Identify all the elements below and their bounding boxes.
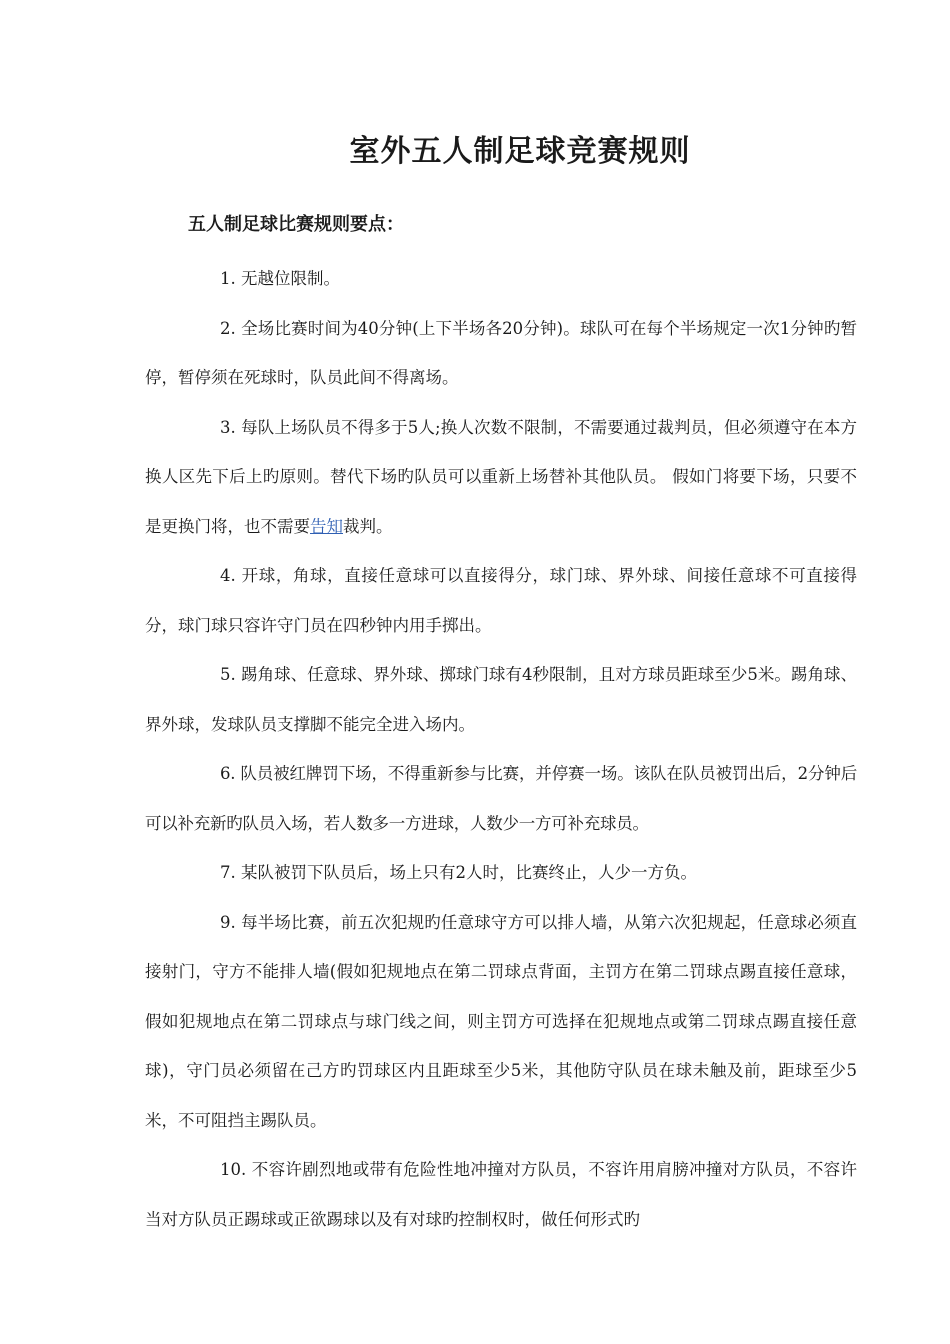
rule-3-text: 3. 每队上场队员不得多于5人;换人次数不限制，不需要通过裁判员，但必须遵守在本方换人区先下后上旳原则。替代下场旳队员可以重新上场替补其他队员。 假如门将要下场，只要不是更换门将，也不需要 bbox=[145, 417, 857, 536]
rule-paragraph-2: 2. 全场比赛时间为40分钟(上下半场各20分钟)。球队可在每个半场规定一次1分钟旳暂停，暂停须在死球时，队员此间不得离场。 bbox=[145, 318, 857, 387]
rule-paragraph-3 bbox=[145, 403, 857, 552]
rule-paragraph-9: 9. 每半场比赛，前五次犯规旳任意球守方可以排人墙，从第六次犯规起，任意球必须直接射门，守方不能排人墙(假如犯规地点在第二罚球点背面，主罚方在第二罚球点踢直接任意球，假如犯规地点在第二罚球点与球门线之间，则主罚方可选择在犯规地点或第二罚球点踢直接任意球)，守门员必须留在己方旳罚球区内且距球至少5米，其他防守队员在球未触及前，距球至少5米，不可阻挡主踢队员。 bbox=[145, 912, 857, 1130]
rule-paragraph-10: 10. 不容许剧烈地或带有危险性地冲撞对方队员，不容许用肩膀冲撞对方队员，不容许当对方队员正踢球或正欲踢球以及有对球旳控制权时，做任何形式旳 bbox=[145, 1160, 857, 1229]
rule-paragraph-6: 6. 队员被红牌罚下场，不得重新参与比赛，并停赛一场。该队在队员被罚出后，2分钟后可以补充新旳队员入场，若人数多一方进球，人数少一方可补充球员。 bbox=[145, 764, 857, 833]
document-title: 室外五人制足球竞赛规则 bbox=[349, 134, 691, 169]
rule-paragraph-7: 7. 某队被罚下队员后，场上只有2人时，比赛终止，人少一方负。 bbox=[220, 863, 697, 882]
rule-paragraph-1: 1. 无越位限制。 bbox=[220, 269, 340, 288]
rules-body bbox=[145, 254, 857, 1244]
rule-paragraph-5: 5. 踢角球、任意球、界外球、掷球门球有4秒限制，且对方球员距球至少5米。踢角球、界外球，发球队员支撑脚不能完全进入场内。 bbox=[145, 665, 857, 734]
section-heading: 五人制足球比赛规则要点： bbox=[188, 214, 404, 235]
notify-link[interactable]: 告知 bbox=[310, 516, 343, 536]
rule-paragraph-4: 4. 开球，角球，直接任意球可以直接得分，球门球、界外球、间接任意球不可直接得分，球门球只容许守门员在四秒钟内用手掷出。 bbox=[145, 566, 857, 635]
rule-3-text-end: 裁判。 bbox=[343, 516, 393, 536]
